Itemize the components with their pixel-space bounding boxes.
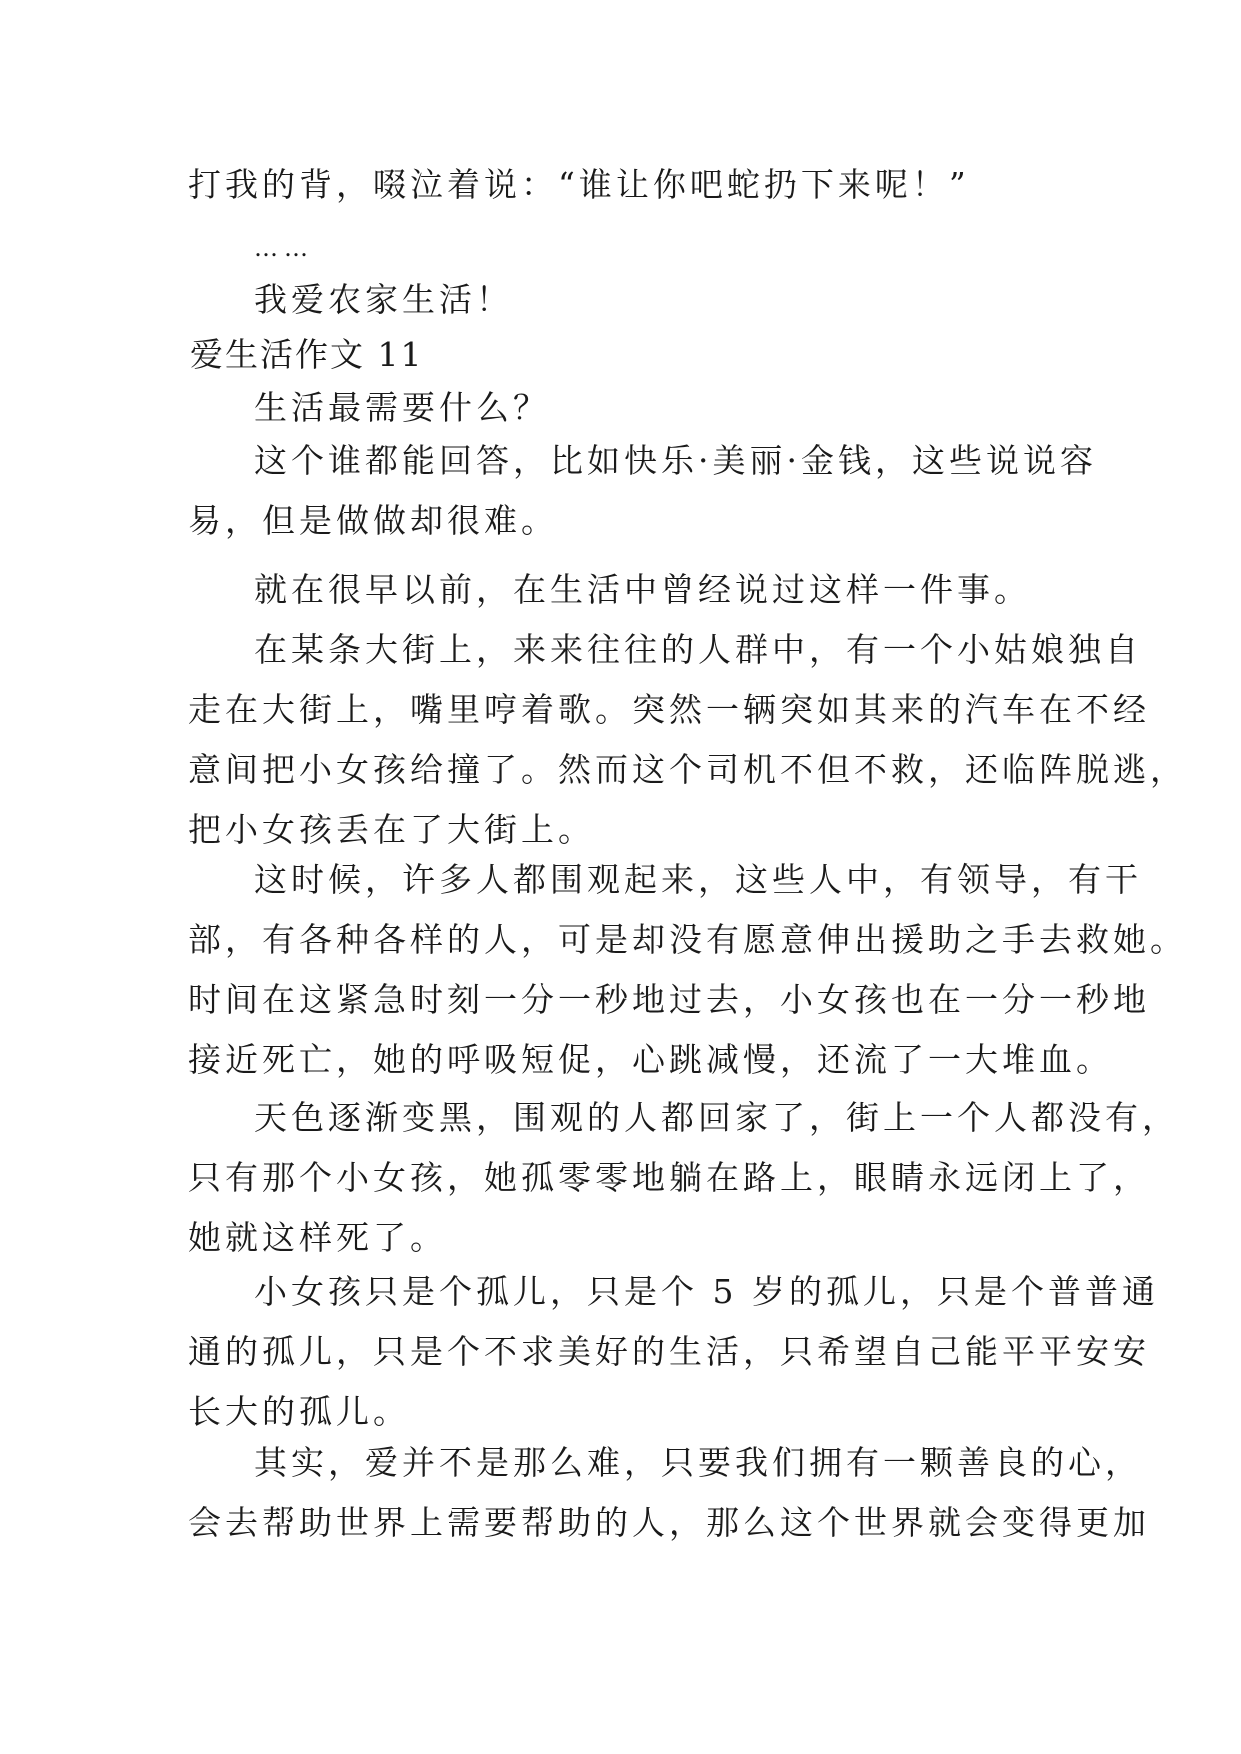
text-line: 只有那个小女孩，她孤零零地躺在路上，眼睛永远闭上了， xyxy=(188,1158,1150,1197)
paragraph xyxy=(188,850,1187,1090)
section-heading xyxy=(190,325,1070,385)
text-line: 把小女孩丢在了大街上。 xyxy=(188,810,595,849)
paragraph-ellipsis xyxy=(188,218,1068,278)
paragraph xyxy=(188,378,1068,438)
text-line: 长大的孤儿。 xyxy=(188,1392,410,1431)
paragraph xyxy=(188,620,1187,860)
text-line: 接近死亡，她的呼吸短促，心跳减慢，还流了一大堆血。 xyxy=(188,1040,1113,1079)
paragraph xyxy=(188,431,1097,551)
paragraph xyxy=(188,1433,1150,1553)
text-line: 生活最需要什么？ xyxy=(254,388,550,427)
paragraph xyxy=(188,1262,1159,1442)
text-line: 易，但是做做却很难。 xyxy=(188,501,558,540)
text-line: 会去帮助世界上需要帮助的人，那么这个世界就会变得更加 xyxy=(188,1503,1150,1542)
text-line: 走在大街上，嘴里哼着歌。突然一辆突如其来的汽车在不经 xyxy=(188,690,1150,729)
text-line: 通的孤儿，只是个不求美好的生活，只希望自己能平平安安 xyxy=(188,1332,1150,1371)
text-line: 就在很早以前，在生活中曾经说过这样一件事。 xyxy=(254,570,1031,609)
text-line: 这个谁都能回答，比如快乐·美丽·金钱，这些说说容 xyxy=(254,441,1097,480)
text-line: 时间在这紧急时刻一分一秒地过去，小女孩也在一分一秒地 xyxy=(188,980,1150,1019)
text-line: 意间把小女孩给撞了。然而这个司机不但不救，还临阵脱逃， xyxy=(188,750,1187,789)
text-line: 其实，爱并不是那么难，只要我们拥有一颗善良的心， xyxy=(254,1443,1142,1482)
paragraph-continuation xyxy=(188,155,1068,215)
text-line: 这时候，许多人都围观起来，这些人中，有领导，有干 xyxy=(254,860,1142,899)
text-line: 天色逐渐变黑，围观的人都回家了，街上一个人都没有， xyxy=(254,1098,1179,1137)
text-line: 她就这样死了。 xyxy=(188,1218,447,1257)
heading-text: 爱生活作文 11 xyxy=(190,335,424,374)
paragraph xyxy=(188,560,1068,620)
paragraph xyxy=(188,1088,1179,1268)
paragraph xyxy=(188,270,1068,330)
text-line: 部，有各种各样的人，可是却没有愿意伸出援助之手去救她。 xyxy=(188,920,1187,959)
text-line: …… xyxy=(254,234,314,262)
text-line: 我爱农家生活！ xyxy=(254,280,513,319)
text-line: 打我的背，啜泣着说：“谁让你吧蛇扔下来呢！” xyxy=(188,165,970,204)
text-line: 小女孩只是个孤儿，只是个 5 岁的孤儿，只是个普普通 xyxy=(254,1272,1159,1311)
text-line: 在某条大街上，来来往往的人群中，有一个小姑娘独自 xyxy=(254,630,1142,669)
